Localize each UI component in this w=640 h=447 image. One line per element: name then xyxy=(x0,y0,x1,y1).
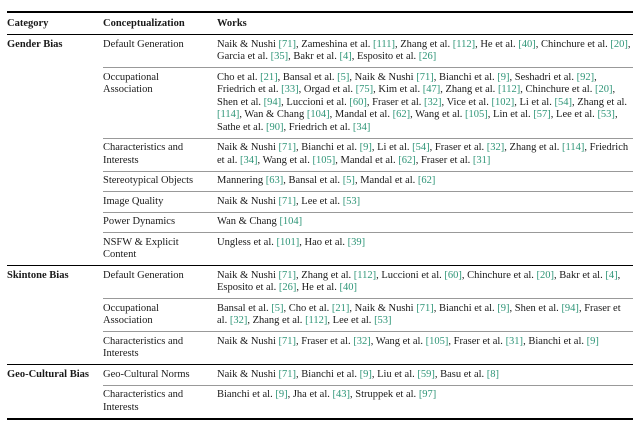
citation-link[interactable]: [105] xyxy=(425,335,449,347)
citation-link[interactable]: [20] xyxy=(610,38,628,50)
citation-link[interactable]: [32] xyxy=(229,315,248,326)
conceptualization-cell: Stereotypical Objects xyxy=(103,171,217,192)
citation-link[interactable]: [57] xyxy=(533,109,551,120)
citation-link[interactable]: [112] xyxy=(353,269,377,281)
citation-link[interactable]: [105] xyxy=(465,109,488,120)
citation-link[interactable]: [33] xyxy=(281,84,299,95)
citation-link[interactable]: [71] xyxy=(416,71,434,83)
citation-link[interactable]: [34] xyxy=(240,154,258,166)
category-cell: Gender Bias xyxy=(7,38,63,50)
conceptualization-cell: Geo-Cultural Norms xyxy=(103,365,217,386)
conceptualization-cell: NSFW & Explicit Content xyxy=(103,233,217,266)
works-cell: Naik & Nushi [71], Zhang et al. [112], Luccioni et al. [60], Chinchure et al. [20], Bakr et al. [4], Esposito et al. [26], He et al. [40] xyxy=(217,266,633,299)
works-cell: Bansal et al. [5], Cho et al. [21], Naik & Nushi [71], Bianchi et al. [9], Shen et al. [94], Fraser et al. [32], Zhang et al. [112], Lee et al. [53] xyxy=(217,299,633,332)
citation-link[interactable]: [26] xyxy=(278,282,297,293)
citation-link[interactable]: [31] xyxy=(505,335,524,347)
citation-link[interactable]: [5] xyxy=(342,175,355,186)
citation-link[interactable]: [97] xyxy=(418,389,437,400)
citation-link[interactable]: [71] xyxy=(278,269,297,281)
conceptualization-cell: Default Generation xyxy=(103,38,184,50)
conceptualization-cell: Characteristics and Interests xyxy=(103,332,217,365)
citation-link[interactable]: [71] xyxy=(278,195,297,207)
citation-link[interactable]: [20] xyxy=(536,269,555,281)
citation-link[interactable]: [60] xyxy=(444,269,462,281)
works-cell: Naik & Nushi [71], Lee et al. [53] xyxy=(217,192,633,213)
citation-link[interactable]: [32] xyxy=(353,335,371,347)
table-row xyxy=(7,266,633,299)
conceptualization-cell: Image Quality xyxy=(103,192,217,213)
paper-table xyxy=(7,11,633,420)
conceptualization-cell: Power Dynamics xyxy=(103,212,217,233)
citation-link[interactable]: [62] xyxy=(417,175,436,186)
works-cell: Naik & Nushi [71], Bianchi et al. [9], Li et al. [54], Fraser et al. [32], Zhang et al. [114], Friedrich et al. [34], Wang et al. [105], Mandal et al. [62], Fraser et al. [31] xyxy=(217,138,633,171)
citation-link[interactable]: [34] xyxy=(352,121,371,133)
citation-link[interactable]: [9] xyxy=(275,389,288,400)
citation-link[interactable]: [94] xyxy=(263,96,282,108)
citation-link[interactable]: [71] xyxy=(278,335,297,347)
works-cell: Naik & Nushi [71], Bianchi et al. [9], Liu et al. [59], Basu et al. [8] xyxy=(217,365,633,386)
citation-link[interactable]: [9] xyxy=(359,142,372,153)
citation-link[interactable]: [20] xyxy=(594,84,613,95)
citation-link[interactable]: [32] xyxy=(424,96,442,108)
citation-link[interactable]: [112] xyxy=(497,84,521,95)
citation-link[interactable]: [9] xyxy=(586,335,599,347)
citation-link[interactable]: [90] xyxy=(265,121,284,133)
citation-link[interactable]: [9] xyxy=(497,302,510,314)
works-cell: Bianchi et al. [9], Jha et al. [43], Struppek et al. [97] xyxy=(217,385,633,419)
conceptualization-cell: Default Generation xyxy=(103,266,217,299)
works-cell: Naik & Nushi [71], Zameshina et al. [111], Zhang et al. [112], He et al. [40], Chinchure et al. [20], Garcia et al. [35], Bakr et al. [4], Esposito et al. [26] xyxy=(217,38,631,62)
works-cell: Cho et al. [21], Bansal et al. [5], Naik & Nushi [71], Bianchi et al. [9], Seshadri et al. [92], Friedrich et al. [33], Orgad et al. [75], Kim et al. [47], Zhang et al. [112], Chinchure et al. [20], Shen et al. [94], Luccioni et al. [60], Fraser et al. [32], Vice et al. [102], Li et al. [54], Zhang et al. [114], Wan & Chang [104], Mandal et al. [62], Wang et al. [105], Lin et al. [57], Lee et al. [53], Sathe et al. [90], Friedrich et al. [34] xyxy=(217,68,633,139)
citation-link[interactable]: [5] xyxy=(271,302,284,314)
citation-link[interactable]: [60] xyxy=(349,96,367,108)
citation-link[interactable]: [104] xyxy=(306,109,330,120)
citation-link[interactable]: [8] xyxy=(486,368,500,380)
citation-link[interactable]: [112] xyxy=(452,38,476,50)
table-row xyxy=(7,365,633,386)
citation-link[interactable]: [104] xyxy=(279,216,303,227)
citation-link[interactable]: [39] xyxy=(347,236,366,248)
conceptualization-cell: Characteristics and Interests xyxy=(103,138,217,171)
column-header-works: Works xyxy=(217,12,633,35)
citation-link[interactable]: [53] xyxy=(597,109,615,120)
column-header-category: Category xyxy=(7,12,103,35)
citation-link[interactable]: [71] xyxy=(278,142,297,153)
citation-link[interactable]: [4] xyxy=(339,51,352,62)
citation-link[interactable]: [31] xyxy=(472,154,491,166)
citation-link[interactable]: [21] xyxy=(331,302,350,314)
citation-link[interactable]: [71] xyxy=(278,368,297,380)
citation-link[interactable]: [5] xyxy=(337,71,350,83)
citation-link[interactable]: [40] xyxy=(339,282,357,293)
category-cell: Geo-Cultural Bias xyxy=(7,365,103,419)
conceptualization-cell: Characteristics and Interests xyxy=(103,385,217,419)
citation-link[interactable]: [75] xyxy=(355,84,374,95)
citation-link[interactable]: [43] xyxy=(332,389,350,400)
citation-link[interactable]: [102] xyxy=(491,96,515,108)
table-header xyxy=(7,12,633,35)
citation-link[interactable]: [9] xyxy=(497,71,510,83)
conceptualization-cell: Occupational Association xyxy=(103,68,217,139)
citation-link[interactable]: [53] xyxy=(342,195,361,207)
citation-link[interactable]: [26] xyxy=(418,51,437,62)
works-cell: Naik & Nushi [71], Fraser et al. [32], Wang et al. [105], Fraser et al. [31], Bianchi et al. [9] xyxy=(217,332,633,365)
header-row xyxy=(7,12,633,35)
works-cell: Mannering [63], Bansal et al. [5], Mandal et al. [62] xyxy=(217,171,633,192)
citation-link[interactable]: [112] xyxy=(305,315,328,326)
citation-link[interactable]: [9] xyxy=(359,368,372,380)
citation-link[interactable]: [54] xyxy=(412,142,430,153)
citation-link[interactable]: [92] xyxy=(576,71,595,83)
citation-link[interactable]: [111] xyxy=(373,38,395,50)
citation-link[interactable]: [101] xyxy=(276,236,300,248)
table-body xyxy=(7,35,633,419)
category-cell: Skintone Bias xyxy=(7,266,103,365)
citation-link[interactable]: [105] xyxy=(312,154,336,166)
citation-link[interactable]: [63] xyxy=(265,175,284,186)
citation-link[interactable]: [4] xyxy=(605,269,618,281)
citation-link[interactable]: [32] xyxy=(486,142,505,153)
citation-link[interactable]: [71] xyxy=(416,302,434,314)
works-cell: Wan & Chang [104] xyxy=(217,212,633,233)
citation-link[interactable]: [71] xyxy=(278,38,297,50)
citation-link[interactable]: [114] xyxy=(562,142,585,153)
works-cell: Ungless et al. [101], Hao et al. [39] xyxy=(217,233,633,266)
citation-link[interactable]: [40] xyxy=(518,38,536,50)
citation-link[interactable]: [59] xyxy=(417,368,435,380)
citation-link[interactable]: [53] xyxy=(374,315,392,326)
column-header-conceptualization: Conceptualization xyxy=(103,12,217,35)
citation-link[interactable]: [47] xyxy=(422,84,441,95)
citation-link[interactable]: [114] xyxy=(217,109,240,120)
citation-link[interactable]: [62] xyxy=(398,154,416,166)
table-row xyxy=(7,35,633,68)
conceptualization-cell: Occupational Association xyxy=(103,299,217,332)
citation-link[interactable]: [21] xyxy=(260,71,278,83)
citation-link[interactable]: [54] xyxy=(554,96,572,108)
citation-link[interactable]: [35] xyxy=(270,51,289,62)
citation-link[interactable]: [94] xyxy=(561,302,579,314)
citation-link[interactable]: [62] xyxy=(392,109,411,120)
